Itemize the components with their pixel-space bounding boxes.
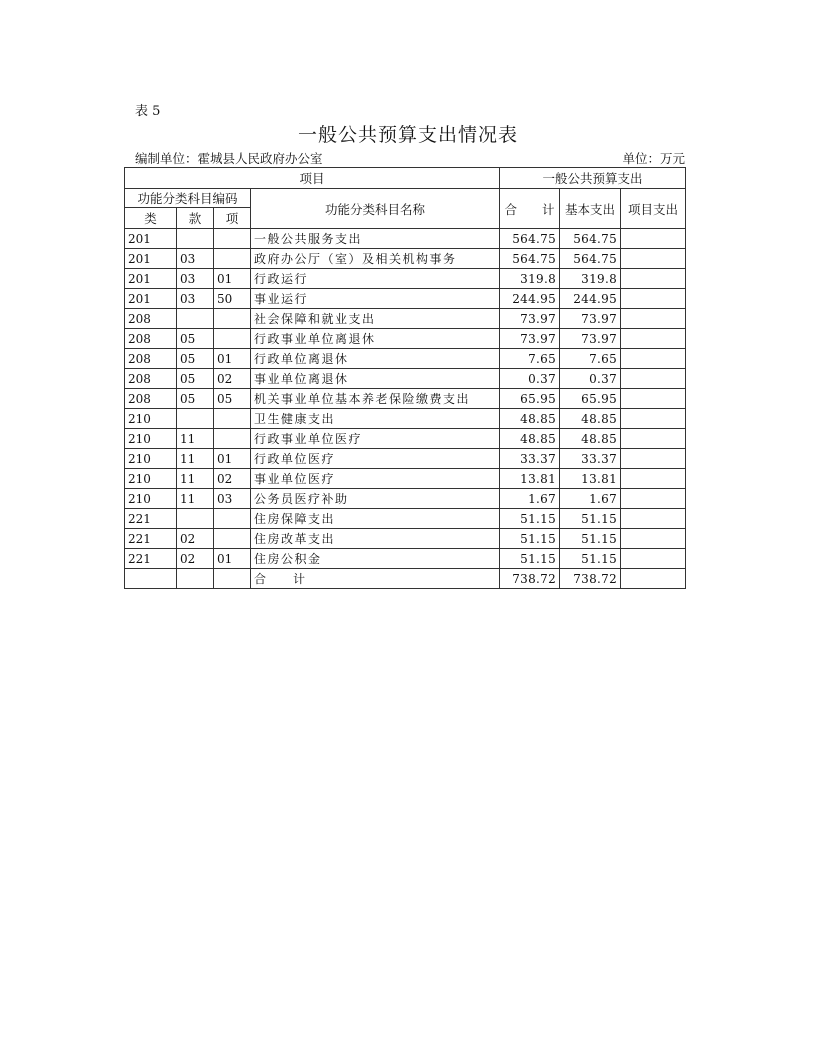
header-total: 合 计 xyxy=(500,189,560,229)
cell-basic: 244.95 xyxy=(560,289,621,309)
header-basic: 基本支出 xyxy=(560,189,621,229)
total-basic: 738.72 xyxy=(560,569,621,589)
cell-total: 1.67 xyxy=(500,489,560,509)
cell-xiang: 01 xyxy=(214,449,251,469)
cell-name: 卫生健康支出 xyxy=(251,409,500,429)
total-label: 合 计 xyxy=(251,569,500,589)
table-row xyxy=(125,409,686,429)
cell-project xyxy=(621,389,686,409)
header-name: 功能分类科目名称 xyxy=(251,189,500,229)
cell-total: 33.37 xyxy=(500,449,560,469)
cell-total: 48.85 xyxy=(500,429,560,449)
cell-lei: 201 xyxy=(125,289,177,309)
cell-name: 事业单位医疗 xyxy=(251,469,500,489)
cell-kuan xyxy=(177,409,214,429)
cell-name: 行政单位离退休 xyxy=(251,349,500,369)
table-row xyxy=(125,249,686,269)
cell-basic: 1.67 xyxy=(560,489,621,509)
cell-kuan: 05 xyxy=(177,369,214,389)
cell-kuan: 02 xyxy=(177,529,214,549)
total-row xyxy=(125,569,686,589)
cell-project xyxy=(621,329,686,349)
header-item: 项目 xyxy=(125,168,500,189)
cell-lei: 208 xyxy=(125,309,177,329)
cell-xiang: 01 xyxy=(214,349,251,369)
cell-kuan: 03 xyxy=(177,249,214,269)
table-row xyxy=(125,269,686,289)
cell-name: 社会保障和就业支出 xyxy=(251,309,500,329)
cell-basic: 0.37 xyxy=(560,369,621,389)
cell-name: 事业单位离退休 xyxy=(251,369,500,389)
cell-total: 13.81 xyxy=(500,469,560,489)
cell-xiang: 02 xyxy=(214,369,251,389)
cell-name: 公务员医疗补助 xyxy=(251,489,500,509)
cell-xiang xyxy=(214,249,251,269)
header-xiang: 项 xyxy=(214,208,251,229)
header-code-group: 功能分类科目编码 xyxy=(125,189,251,208)
table-number: 表 5 xyxy=(135,104,161,119)
cell-lei: 208 xyxy=(125,329,177,349)
cell-basic: 48.85 xyxy=(560,429,621,449)
cell-project xyxy=(621,269,686,289)
cell-basic: 7.65 xyxy=(560,349,621,369)
cell-name: 行政事业单位离退休 xyxy=(251,329,500,349)
cell-project xyxy=(621,229,686,249)
cell-lei: 208 xyxy=(125,389,177,409)
cell-xiang: 03 xyxy=(214,489,251,509)
cell-xiang: 01 xyxy=(214,269,251,289)
cell-total: 48.85 xyxy=(500,409,560,429)
cell-xiang xyxy=(214,429,251,449)
cell-basic: 51.15 xyxy=(560,529,621,549)
cell-total: 7.65 xyxy=(500,349,560,369)
cell-kuan xyxy=(177,309,214,329)
table-row xyxy=(125,369,686,389)
cell-kuan: 05 xyxy=(177,349,214,369)
cell-xiang: 02 xyxy=(214,469,251,489)
cell-xiang xyxy=(214,509,251,529)
cell-kuan: 11 xyxy=(177,489,214,509)
table-row xyxy=(125,449,686,469)
cell-total: 51.15 xyxy=(500,529,560,549)
cell-name: 住房公积金 xyxy=(251,549,500,569)
cell-basic: 13.81 xyxy=(560,469,621,489)
cell-project xyxy=(621,309,686,329)
cell-lei xyxy=(125,569,177,589)
table-row xyxy=(125,349,686,369)
cell-lei: 208 xyxy=(125,349,177,369)
cell-basic: 73.97 xyxy=(560,309,621,329)
cell-basic: 51.15 xyxy=(560,549,621,569)
header-lei: 类 xyxy=(125,208,177,229)
cell-name: 政府办公厅（室）及相关机构事务 xyxy=(251,249,500,269)
cell-project xyxy=(621,249,686,269)
cell-xiang xyxy=(214,409,251,429)
table-row xyxy=(125,489,686,509)
table-row xyxy=(125,549,686,569)
cell-total: 73.97 xyxy=(500,329,560,349)
cell-lei: 221 xyxy=(125,509,177,529)
cell-name: 事业运行 xyxy=(251,289,500,309)
cell-project xyxy=(621,529,686,549)
cell-total: 564.75 xyxy=(500,229,560,249)
cell-project xyxy=(621,469,686,489)
cell-kuan: 11 xyxy=(177,469,214,489)
cell-basic: 65.95 xyxy=(560,389,621,409)
cell-project xyxy=(621,489,686,509)
cell-total: 244.95 xyxy=(500,289,560,309)
cell-xiang: 05 xyxy=(214,389,251,409)
cell-name: 一般公共服务支出 xyxy=(251,229,500,249)
currency-unit: 单位：万元 xyxy=(622,151,685,166)
cell-lei: 221 xyxy=(125,549,177,569)
table-row xyxy=(125,469,686,489)
cell-xiang xyxy=(214,529,251,549)
cell-name: 住房保障支出 xyxy=(251,509,500,529)
cell-lei: 201 xyxy=(125,229,177,249)
cell-name: 住房改革支出 xyxy=(251,529,500,549)
cell-lei: 221 xyxy=(125,529,177,549)
document-title: 一般公共预算支出情况表 xyxy=(297,124,518,146)
cell-kuan: 11 xyxy=(177,449,214,469)
cell-basic: 51.15 xyxy=(560,509,621,529)
header-kuan: 款 xyxy=(177,208,214,229)
cell-lei: 201 xyxy=(125,249,177,269)
cell-project xyxy=(621,509,686,529)
cell-total: 73.97 xyxy=(500,309,560,329)
cell-xiang: 01 xyxy=(214,549,251,569)
table-row xyxy=(125,289,686,309)
cell-project xyxy=(621,409,686,429)
cell-lei: 201 xyxy=(125,269,177,289)
table-row xyxy=(125,509,686,529)
cell-basic: 73.97 xyxy=(560,329,621,349)
table-row xyxy=(125,389,686,409)
cell-total: 51.15 xyxy=(500,509,560,529)
table-row xyxy=(125,229,686,249)
cell-project xyxy=(621,429,686,449)
table-row xyxy=(125,329,686,349)
table-row xyxy=(125,429,686,449)
cell-total: 65.95 xyxy=(500,389,560,409)
total-amount: 738.72 xyxy=(500,569,560,589)
total-project xyxy=(621,569,686,589)
table-row xyxy=(125,529,686,549)
cell-project xyxy=(621,549,686,569)
cell-name: 行政事业单位医疗 xyxy=(251,429,500,449)
cell-kuan: 05 xyxy=(177,329,214,349)
cell-total: 0.37 xyxy=(500,369,560,389)
cell-kuan: 11 xyxy=(177,429,214,449)
cell-basic: 564.75 xyxy=(560,249,621,269)
cell-lei: 210 xyxy=(125,409,177,429)
table-row xyxy=(125,309,686,329)
cell-basic: 564.75 xyxy=(560,229,621,249)
cell-xiang xyxy=(214,569,251,589)
cell-project xyxy=(621,449,686,469)
cell-kuan xyxy=(177,229,214,249)
compiling-unit: 编制单位：霍城县人民政府办公室 xyxy=(135,151,323,166)
cell-name: 行政运行 xyxy=(251,269,500,289)
cell-lei: 210 xyxy=(125,449,177,469)
cell-kuan xyxy=(177,509,214,529)
cell-lei: 210 xyxy=(125,429,177,449)
header-project: 项目支出 xyxy=(621,189,686,229)
cell-xiang xyxy=(214,229,251,249)
cell-total: 564.75 xyxy=(500,249,560,269)
cell-basic: 319.8 xyxy=(560,269,621,289)
cell-xiang xyxy=(214,329,251,349)
cell-name: 机关事业单位基本养老保险缴费支出 xyxy=(251,389,500,409)
cell-kuan xyxy=(177,569,214,589)
header-budget: 一般公共预算支出 xyxy=(500,168,686,189)
cell-total: 51.15 xyxy=(500,549,560,569)
cell-name: 行政单位医疗 xyxy=(251,449,500,469)
cell-kuan: 02 xyxy=(177,549,214,569)
cell-basic: 33.37 xyxy=(560,449,621,469)
cell-basic: 48.85 xyxy=(560,409,621,429)
cell-xiang xyxy=(214,309,251,329)
cell-lei: 208 xyxy=(125,369,177,389)
cell-project xyxy=(621,349,686,369)
cell-kuan: 03 xyxy=(177,289,214,309)
budget-expenditure-table xyxy=(124,167,686,589)
cell-kuan: 05 xyxy=(177,389,214,409)
cell-total: 319.8 xyxy=(500,269,560,289)
cell-lei: 210 xyxy=(125,489,177,509)
cell-kuan: 03 xyxy=(177,269,214,289)
cell-project xyxy=(621,289,686,309)
cell-xiang: 50 xyxy=(214,289,251,309)
cell-lei: 210 xyxy=(125,469,177,489)
cell-project xyxy=(621,369,686,389)
